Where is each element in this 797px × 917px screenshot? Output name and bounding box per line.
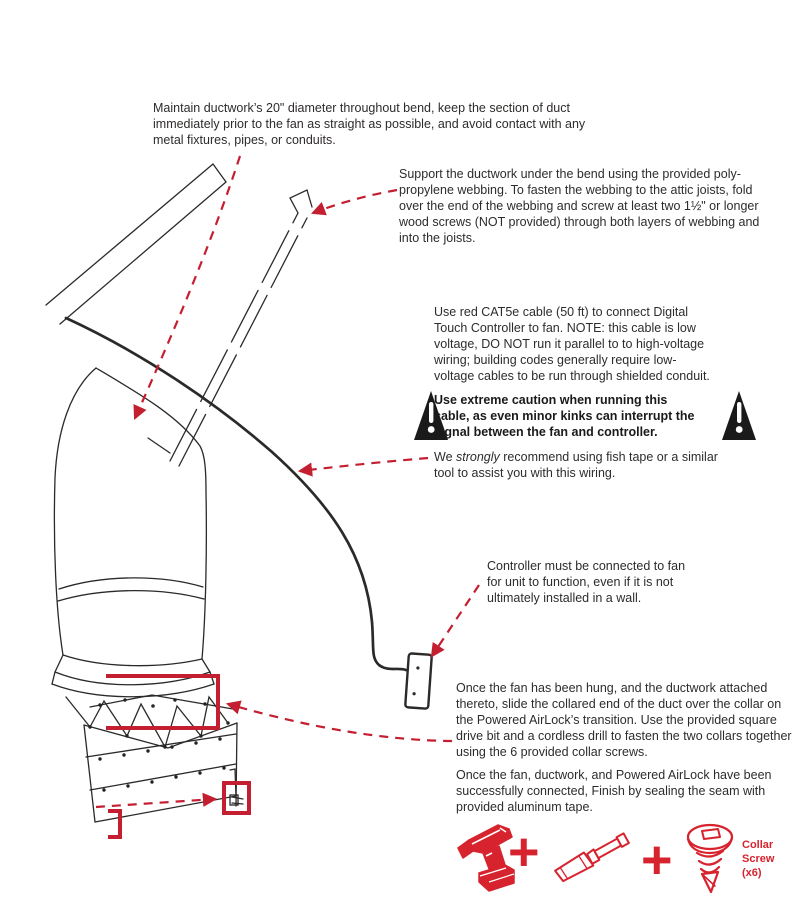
note-cat5e: Use red CAT5e cable (50 ft) to connect Digital Touch Controller to fan. NOTE: this cable is low voltage, DO NOT run it parallel to to high-voltage wiring; building codes generally require low-voltage cables to be run through shielded conduit.	[434, 305, 710, 383]
note-webbing: Support the ductwork under the bend using the provided poly-propylene webbing. To fasten the webbing to the attic joists, fold over the end of the webbing and screw at least two 1½" or longer wood screws (NOT provided) through both layers of webbing and into the joists.	[399, 167, 760, 245]
collar-screw-label: Collar Screw (x6)	[742, 839, 775, 879]
leader-collar	[228, 704, 452, 741]
leader-cable	[300, 458, 428, 471]
duct-drawing	[46, 164, 226, 324]
highlight-left-bracket	[108, 811, 120, 837]
collar-screw-icon	[688, 825, 732, 892]
note-controller: Controller must be connected to fan for unit to function, even if it is not ultimately installed in a wall.	[487, 559, 686, 605]
fish-tape-text: We	[434, 450, 456, 464]
controller	[405, 653, 432, 708]
square-drive-bit-icon	[554, 831, 630, 883]
note-fish-tape	[434, 449, 734, 481]
warning-triangle-icon	[722, 391, 756, 440]
plus-icon: +	[508, 822, 540, 882]
highlight-collar-rect	[106, 676, 218, 728]
fan-body	[52, 368, 214, 708]
plus-icon: +	[641, 830, 673, 890]
note-duct-diameter: Maintain ductwork’s 20" diameter throughout bend, keep the section of duct immediately prior to the fan as straight as possible, and avoid contact with any metal fixtures, pipes, or conduits.	[153, 101, 586, 147]
cordless-drill-icon	[458, 825, 514, 891]
leader-webbing	[313, 190, 397, 213]
note-seal-seam: Once the fan, ductwork, and Powered AirLock have been successfully connected, Finish by sealing the seam with provided aluminum tape.	[456, 768, 772, 814]
note-caution: Use extreme caution when running this cable, as even minor kinks can interrupt the signal between the fan and controller.	[434, 393, 695, 439]
fish-tape-emphasis: strongly	[456, 450, 500, 464]
cat5e-cable	[66, 318, 406, 670]
note-collar-attach: Once the fan has been hung, and the ductwork attached thereto, slide the collared end of the duct over the collar on the Powered AirLock’s transition. Use the provided square drive bit and a cordless drill to fasten the two collars together using the 6 provided collar screws.	[456, 681, 792, 759]
leader-controller	[432, 585, 479, 656]
fish-tape-text-rest: recommend using fish tape or a similar tool to assist you with this wiring.	[434, 450, 718, 480]
